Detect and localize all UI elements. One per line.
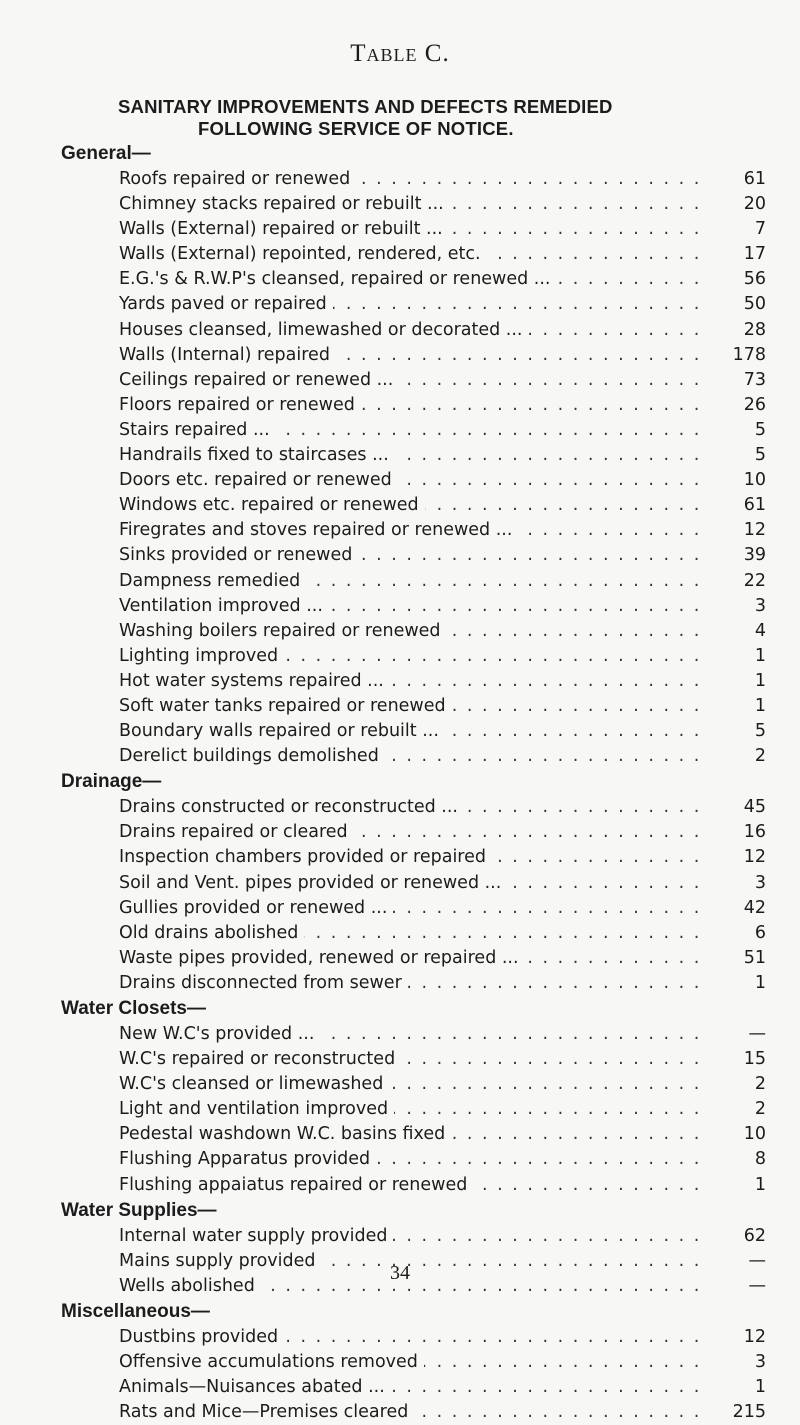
title-line-2: FOLLOWING SERVICE OF NOTICE.: [198, 118, 514, 139]
row-value: 15: [706, 1047, 766, 1072]
row-label: Lighting improved: [119, 646, 284, 666]
row-label: Handrails fixed to staircases ...: [119, 445, 395, 465]
table-row: [61, 468, 766, 493]
table-row: [61, 292, 766, 317]
row-label: Flushing Apparatus provided: [119, 1149, 376, 1169]
table-row: [61, 820, 766, 845]
row-label: Roofs repaired or renewed: [119, 169, 356, 189]
row-value: 1: [706, 669, 766, 694]
table-row: [61, 343, 766, 368]
row-label: Ceilings repaired or renewed ...: [119, 370, 399, 390]
row-value: 42: [706, 896, 766, 921]
table-row: [61, 1022, 766, 1047]
row-label: Animals—Nuisances abated ...: [119, 1377, 391, 1397]
row-value: 1: [706, 1173, 766, 1198]
row-value: 50: [706, 292, 766, 317]
row-value: 1: [706, 1375, 766, 1400]
row-label: Firegrates and stoves repaired or renewed ...: [119, 520, 518, 540]
row-value: 4: [706, 619, 766, 644]
row-value: 1: [706, 971, 766, 996]
table-row: [61, 644, 766, 669]
table-row: [61, 694, 766, 719]
table-row: [61, 1047, 766, 1072]
row-value: 56: [706, 267, 766, 292]
row-value: 2: [706, 1072, 766, 1097]
row-label: Pedestal washdown W.C. basins fixed: [119, 1124, 451, 1144]
row-label: Soil and Vent. pipes provided or renewed ...: [119, 873, 507, 893]
row-value: 12: [706, 1325, 766, 1350]
section-title: Water Supplies—: [61, 1199, 217, 1221]
section-title: Drainage—: [61, 771, 162, 793]
row-label: Rats and Mice—Premises cleared: [119, 1402, 414, 1422]
table-row: [61, 871, 766, 896]
page-number: 34: [390, 1262, 410, 1284]
row-value: 12: [706, 518, 766, 543]
improvements-table: [61, 141, 766, 1425]
row-value: 10: [706, 468, 766, 493]
row-value: 178: [706, 343, 766, 368]
page-title: [118, 96, 613, 140]
row-value: 17: [706, 242, 766, 267]
table-row: [61, 971, 766, 996]
table-row: [61, 569, 766, 594]
row-value: 5: [706, 418, 766, 443]
table-row: [61, 518, 766, 543]
row-value: 5: [706, 443, 766, 468]
row-value: 6: [706, 921, 766, 946]
table-row: [61, 543, 766, 568]
row-value: —: [706, 1274, 766, 1299]
row-label: E.G.'s & R.W.P's cleansed, repaired or renewed ...: [119, 269, 556, 289]
row-value: 61: [706, 167, 766, 192]
row-value: 215: [706, 1400, 766, 1425]
row-label: Flushing appaiatus repaired or renewed: [119, 1175, 473, 1195]
table-row: [61, 1122, 766, 1147]
row-value: 39: [706, 543, 766, 568]
row-value: 5: [706, 719, 766, 744]
row-value: 1: [706, 694, 766, 719]
table-row: [61, 896, 766, 921]
row-value: 62: [706, 1224, 766, 1249]
row-label: Waste pipes provided, renewed or repaired ...: [119, 948, 525, 968]
row-label: Walls (Internal) repaired: [119, 345, 336, 365]
row-label: Light and ventilation improved: [119, 1099, 394, 1119]
row-label: Wells abolished: [119, 1276, 261, 1296]
row-label: Derelict buildings demolished: [119, 746, 385, 766]
table-row: [61, 217, 766, 242]
row-label: Old drains abolished: [119, 923, 304, 943]
row-label: Windows etc. repaired or renewed: [119, 495, 425, 515]
table-row: [61, 1325, 766, 1350]
row-label: Washing boilers repaired or renewed: [119, 621, 447, 641]
table-row: [61, 1400, 766, 1425]
row-label: Walls (External) repointed, rendered, etc.: [119, 244, 487, 264]
row-label: Hot water systems repaired ...: [119, 671, 390, 691]
table-row: [61, 1147, 766, 1172]
table-row: [61, 795, 766, 820]
table-row: [61, 318, 766, 343]
row-label: Soft water tanks repaired or renewed: [119, 696, 452, 716]
row-label: Drains constructed or reconstructed ...: [119, 797, 464, 817]
row-label: Stairs repaired ...: [119, 420, 276, 440]
table-row: [61, 167, 766, 192]
table-row: [61, 845, 766, 870]
table-row: [61, 619, 766, 644]
table-row: [61, 443, 766, 468]
row-label: Chimney stacks repaired or rebuilt ...: [119, 194, 450, 214]
row-value: 1: [706, 644, 766, 669]
table-row: [61, 1097, 766, 1122]
row-label: Gullies provided or renewed ...: [119, 898, 393, 918]
row-value: 8: [706, 1147, 766, 1172]
row-value: 16: [706, 820, 766, 845]
row-label: Offensive accumulations removed: [119, 1352, 424, 1372]
table-row: [61, 242, 766, 267]
row-value: 3: [706, 1350, 766, 1375]
row-value: —: [706, 1022, 766, 1047]
row-value: —: [706, 1249, 766, 1274]
row-label: New W.C's provided ...: [119, 1024, 320, 1044]
table-row: [61, 368, 766, 393]
row-label: W.C's cleansed or limewashed: [119, 1074, 389, 1094]
row-label: Sinks provided or renewed: [119, 545, 358, 565]
row-value: 22: [706, 569, 766, 594]
table-row: [61, 946, 766, 971]
row-label: Drains repaired or cleared: [119, 822, 354, 842]
row-label: Dampness remedied: [119, 571, 306, 591]
table-row: [61, 267, 766, 292]
row-label: Doors etc. repaired or renewed: [119, 470, 398, 490]
section-title: Miscellaneous—: [61, 1300, 210, 1322]
row-value: 12: [706, 845, 766, 870]
row-value: 73: [706, 368, 766, 393]
row-label: Walls (External) repaired or rebuilt ...: [119, 219, 449, 239]
table-row: [61, 1350, 766, 1375]
row-value: 3: [706, 594, 766, 619]
row-label: Internal water supply provided: [119, 1226, 393, 1246]
row-label: Yards paved or repaired: [119, 294, 333, 314]
row-value: 7: [706, 217, 766, 242]
row-value: 45: [706, 795, 766, 820]
table-row: [61, 418, 766, 443]
table-row: [61, 1375, 766, 1400]
table-row: [61, 493, 766, 518]
table-row: [61, 192, 766, 217]
title-line-1: SANITARY IMPROVEMENTS AND DEFECTS REMEDIED: [118, 96, 613, 117]
section-title: Water Closets—: [61, 998, 206, 1019]
table-row: [61, 393, 766, 418]
row-label: Houses cleansed, limewashed or decorated ...: [119, 320, 529, 340]
row-label: W.C's repaired or reconstructed: [119, 1049, 401, 1069]
table-row: [61, 744, 766, 769]
row-label: Dustbins provided: [119, 1327, 284, 1347]
table-row: [61, 669, 766, 694]
table-row: [61, 1072, 766, 1097]
row-value: 51: [706, 946, 766, 971]
row-value: 20: [706, 192, 766, 217]
table-row: [61, 921, 766, 946]
row-value: 28: [706, 318, 766, 343]
row-label: Drains disconnected from sewer: [119, 973, 408, 993]
row-value: 61: [706, 493, 766, 518]
row-label: Mains supply provided: [119, 1251, 322, 1271]
row-label: Boundary walls repaired or rebuilt ...: [119, 721, 445, 741]
row-value: 2: [706, 1097, 766, 1122]
row-value: 2: [706, 744, 766, 769]
table-row: [61, 594, 766, 619]
section-title: General—: [61, 143, 151, 164]
row-value: 3: [706, 871, 766, 896]
row-label: Ventilation improved ...: [119, 596, 329, 616]
table-label: Table C.: [350, 40, 450, 67]
table-row: [61, 719, 766, 744]
row-value: 26: [706, 393, 766, 418]
row-label: Floors repaired or renewed: [119, 395, 361, 415]
table-row: [61, 1173, 766, 1198]
table-row: [61, 1224, 766, 1249]
row-value: 10: [706, 1122, 766, 1147]
row-label: Inspection chambers provided or repaired: [119, 847, 492, 867]
